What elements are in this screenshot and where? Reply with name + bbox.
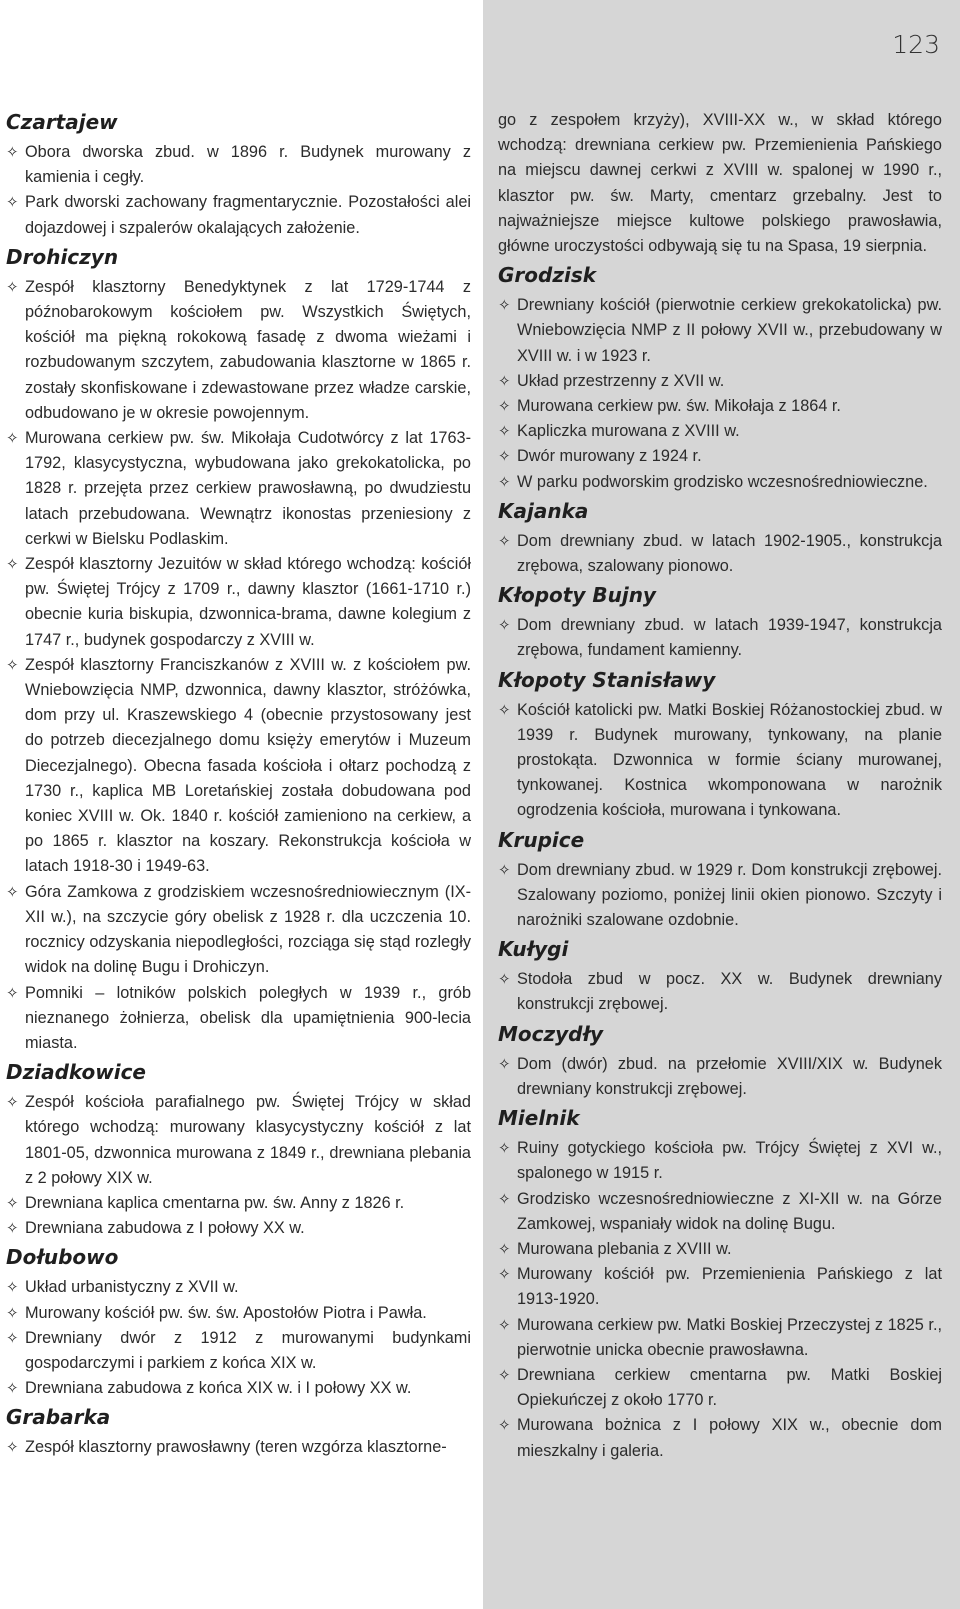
star-bullet-icon: ✧ [498,1417,511,1435]
place-section [498,827,942,934]
star-bullet-icon: ✧ [498,1190,511,1208]
entry-text: Murowany kościół pw. Przemienienia Pańskiego z lat 1913-1920. [517,1265,942,1309]
entry-text: Ruiny gotyckiego kościoła pw. Trójcy Świętej z XVI w., spalonego w 1915 r. [517,1139,942,1183]
star-bullet-icon: ✧ [6,984,19,1002]
entry-text: Układ przestrzenny z XVII w. [517,371,725,390]
monument-entry [6,1301,471,1326]
star-bullet-icon: ✧ [6,144,19,161]
star-bullet-icon: ✧ [498,473,511,491]
entry-text: Dom drewniany zbud. w 1929 r. Dom konstrukcji zrębowej. Szalowany poziomo, poniżej linii okien pionowo. Szczyty i narożniki szalowane ozdobnie. [517,860,942,930]
page-number: 123 [892,30,940,59]
entry-text: Park dworski zachowany fragmentarycznie. Pozostałości alei dojazdowej i szpalerów okalających założenie. [25,193,471,237]
monument-entry [498,858,942,934]
entry-text: W parku podworskim grodzisko wczesnośredniowieczne. [517,472,928,491]
monument-entry [6,1376,471,1401]
left-column-content [6,106,471,1461]
monument-entry [498,1363,942,1413]
monument-entry [6,552,471,653]
entry-text: Murowana cerkiew pw. Matki Boskiej Przeczystej z 1825 r., pierwotnie unicka obecnie prawosławna. [517,1315,942,1359]
monument-entry [6,426,471,552]
place-section [498,498,942,579]
monument-entry [6,653,471,880]
star-bullet-icon: ✧ [498,971,511,989]
entry-text: Zespół klasztorny prawosławny (teren wzgórza klasztorne- [25,1438,447,1457]
star-bullet-icon: ✧ [498,701,511,719]
entry-text: Dwór murowany z 1924 r. [517,447,702,466]
place-section [498,108,942,259]
monument-entry [498,1313,942,1363]
entry-text: Drewniany kościół (pierwotnie cerkiew grekokatolicka) pw. Wniebowzięcia NMP z II połowy XVII w., przebudowany w XVIII w. i w 1923 r. [517,296,942,365]
star-bullet-icon: ✧ [498,297,511,315]
monument-entry [6,880,471,981]
place-heading: Dołubowo [6,1245,119,1270]
entry-text: Dom (dwór) zbud. na przełomie XVIII/XIX w. Budynek drewniany konstrukcji zrębowej. [517,1054,942,1098]
place-section [498,262,942,495]
entry-text: Obora dworska zbud. w 1896 r. Budynek murowany z kamienia i cegły. [25,143,471,187]
star-bullet-icon: ✧ [6,194,19,212]
entry-text: Układ urbanistyczny z XVII w. [25,1278,239,1297]
entry-text: Góra Zamkowa z grodziskiem wczesnośredniowiecznym (IX-XII w.), na szczycie góry obelisk z 1928 r. dla uczczenia 10. rocznicy odzyskania niepodległości, rozciąga się stąd rozległy widok na dolinę Bugu i Drohiczyn. [25,882,471,977]
place-section [498,1105,942,1464]
star-bullet-icon: ✧ [498,1240,511,1258]
entry-text: Pomniki – lotników polskich poległych w 1939 r., grób nieznanego żołnierza, obelisk dla upamiętnienia 900-lecia miasta. [25,983,471,1052]
star-bullet-icon: ✧ [498,1366,511,1384]
entry-text: Dom drewniany zbud. w latach 1939-1947, konstrukcja zrębowa, fundament kamienny. [517,616,942,660]
place-heading: Kłopoty Bujny [498,583,656,608]
monument-entry [6,1326,471,1376]
place-section [6,1059,471,1241]
entry-text: Drewniany dwór z 1912 z murowanymi budynkami gospodarczymi i parkiem z końca XIX w. [25,1328,471,1372]
star-bullet-icon: ✧ [498,372,511,390]
place-section [498,1021,942,1102]
entry-text: Zespół kościoła parafialnego pw. Świętej Trójcy w skład którego wchodzą: murowany klasycystyczny kościół z lat 1801-05, dzwonnica murowana z 1849 r., drewniana plebania z 2 połowy XIX w. [25,1093,471,1187]
place-heading: Grodzisk [498,263,597,288]
place-heading: Dziadkowice [6,1060,146,1085]
star-bullet-icon: ✧ [498,1140,511,1158]
place-section [6,1244,471,1401]
monument-entry [498,293,942,369]
star-bullet-icon: ✧ [6,556,19,574]
entry-text: Zespół klasztorny Benedyktynek z lat 1729-1744 z późnobarokowym kościołem pw. Wszystkich Świętych, kościół ma piękną rokokową fasadę z dwoma wieżami i rozbudowanym szczytem, zabudowania klasztorne w 1865 r. zostały skonfiskowane i zdewastowane przez władze carskie, odbudowano je w okresie powojennym. [25,277,471,422]
continued-entry-text: go z zespołem krzyży), XVIII-XX w., w skład którego wchodzą: drewniana cerkiew pw. Przemienienia Pańskiego na miejscu dawnej cerkwi z XVIII w. spalonej w 1990 r., klasztor pw. św. Marty, cmentarz grzebalny. Jest to najważniejsze miejsce kultowe polskiego prawosławia, główne uroczystości odbywają się tu na Spasa, 19 sierpnia. [498,111,942,256]
star-bullet-icon: ✧ [498,617,511,635]
monument-entry [6,190,471,240]
monument-entry [498,394,942,419]
star-bullet-icon: ✧ [6,1380,19,1398]
monument-entry [498,967,942,1017]
monument-entry [498,470,942,495]
monument-entry [498,1237,942,1262]
star-bullet-icon: ✧ [498,398,511,416]
monument-entry [498,1262,942,1312]
entry-text: Murowana cerkiew pw. św. Mikołaja Cudotwórcy z lat 1763-1792, klasycystyczna, wybudowana jako grekokatolicka, po 1828 r. przejęta przez cerkiew prawosławną, po dwudziestu latach przebudowana. Wewnątrz ikonostas przeniesiony z cerkwi w Bielsku Podlaskim. [25,429,471,548]
star-bullet-icon: ✧ [498,532,511,550]
right-column [483,0,960,1609]
star-bullet-icon: ✧ [498,423,511,441]
place-heading: Grabarka [6,1405,111,1430]
place-heading: Drohiczyn [6,244,119,269]
monument-entry [498,1187,942,1237]
star-bullet-icon: ✧ [6,1220,19,1238]
star-bullet-icon: ✧ [498,448,511,466]
monument-entry [498,419,942,444]
monument-entry [6,981,471,1057]
place-heading: Mielnik [498,1106,580,1131]
star-bullet-icon: ✧ [498,1266,511,1284]
entry-text: Drewniana zabudowa z końca XIX w. i I połowy XX w. [25,1379,412,1398]
place-section [6,244,471,1056]
monument-entry [498,698,942,824]
monument-entry [498,613,942,663]
star-bullet-icon: ✧ [498,1316,511,1334]
entry-text: Zespół klasztorny Franciszkanów z XVIII w. z kościołem pw. Wniebowzięcia NMP, dzwonnica, dawny klasztor, stróżówka, dom przy ul. Kraszewskiego 4 (obecnie przystosowany jest do potrzeb diecezjalnego domu księży emerytów i Muzeum Diecezjalnego). Obecna fasada kościoła i ołtarz pochodzą z 1730 r., kaplica MB Loretańskiej została dobudowana pod koniec XVIII w. Ok. 1840 r. kościół zamieniono na cerkiew, a po 1865 r. klasztor na koszary. Rekonstrukcja kościoła w latach 1918-30 i 1949-63. [25,655,471,876]
monument-entry [6,1090,471,1191]
place-heading: Czartajew [6,110,118,134]
place-heading: Kułygi [498,937,569,962]
place-section [6,109,471,241]
monument-entry [6,1275,471,1300]
star-bullet-icon: ✧ [6,278,19,296]
entry-text: Murowana cerkiew pw. św. Mikołaja z 1864 r. [517,397,841,416]
entry-text: Kościół katolicki pw. Matki Boskiej Różanostockiej zbud. w 1939 r. Budynek murowany, tynkowany, na planie prostokąta. Dzwonnica w formie ściany murowanej, tynkowanej. Kostnica wkomponowana w narożnik ogrodzenia kościoła, murowana i tynkowana. [517,700,942,820]
right-column-content [498,108,942,1464]
place-heading: Krupice [498,827,585,852]
monument-entry [498,444,942,469]
monument-entry [6,1435,471,1460]
entry-text: Kapliczka murowana z XVIII w. [517,422,740,441]
entry-text: Drewniana zabudowa z I połowy XX w. [25,1219,305,1238]
entry-text: Dom drewniany zbud. w latach 1902-1905., konstrukcja zrębowa, szalowany pionowo. [517,531,942,576]
star-bullet-icon: ✧ [498,1055,511,1073]
monument-entry [498,369,942,394]
place-section [498,582,942,663]
star-bullet-icon: ✧ [6,1304,19,1322]
entry-text: Murowana bożnica z I połowy XIX w., obecnie dom mieszkalny i galeria. [517,1416,942,1460]
star-bullet-icon: ✧ [6,1194,19,1212]
place-heading: Kajanka [498,498,589,523]
entry-text: Drewniana kaplica cmentarna pw. św. Anny z 1826 r. [25,1193,405,1212]
entry-text: Stodoła zbud w pocz. XX w. Budynek drewniany konstrukcji zrębowej. [517,970,942,1014]
monument-entry [6,1216,471,1241]
monument-entry [498,1136,942,1186]
star-bullet-icon: ✧ [6,1439,19,1457]
star-bullet-icon: ✧ [498,861,511,879]
entry-text: Murowana plebania z XVIII w. [517,1239,732,1258]
entry-text: Drewniana cerkiew cmentarna pw. Matki Boskiej Opiekuńczej z około 1770 r. [517,1365,942,1410]
entry-text: Zespół klasztorny Jezuitów w skład którego wchodzą: kościół pw. Świętej Trójcy z 1709 r., dawny klasztor (1661-1710 r.) obecnie kuria biskupia, dzwonnica-brama, dawne kolegium z 1747 r., budynek gospodarczy z XVIII w. [25,555,471,649]
monument-entry [498,529,942,579]
star-bullet-icon: ✧ [6,1279,19,1297]
star-bullet-icon: ✧ [6,883,19,901]
monument-entry [6,1191,471,1216]
entry-text: Murowany kościół pw. św. św. Apostołów Piotra i Pawła. [25,1303,427,1322]
monument-entry [6,275,471,426]
place-heading: Kłopoty Stanisławy [498,667,716,692]
place-section [498,667,942,824]
monument-entry [6,140,471,190]
place-section [6,1404,471,1460]
star-bullet-icon: ✧ [6,430,19,448]
place-section [498,936,942,1017]
star-bullet-icon: ✧ [6,656,19,674]
monument-entry [498,1413,942,1463]
entry-text: Grodzisko wczesnośredniowieczne z XI-XII w. na Górze Zamkowej, wspaniały widok na dolinę Bugu. [517,1189,942,1233]
star-bullet-icon: ✧ [6,1329,19,1347]
monument-entry [498,1052,942,1102]
place-heading: Moczydły [498,1021,604,1046]
star-bullet-icon: ✧ [6,1094,19,1112]
